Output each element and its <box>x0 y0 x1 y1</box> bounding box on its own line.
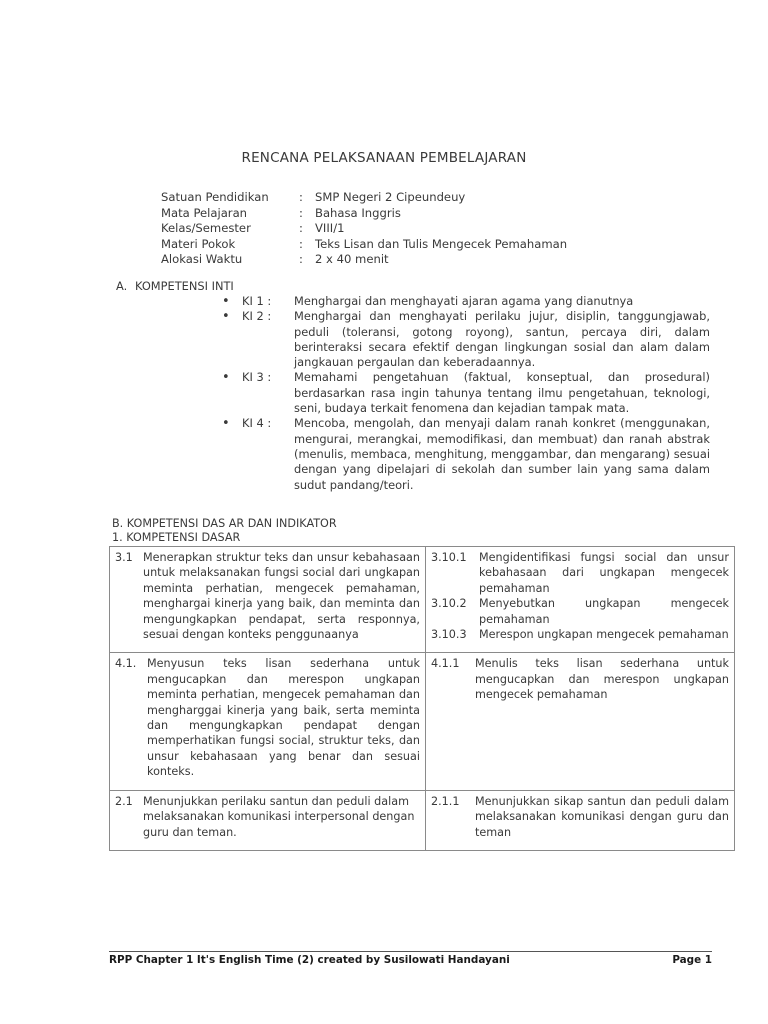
kd-number: 2.1 <box>115 794 133 808</box>
kd-text: Menulis teks lisan sederhana untuk mengucapkan dan merespon ungkapan mengecek pemahaman <box>475 657 729 702</box>
kd-number: 3.10.3 <box>431 628 467 642</box>
kd-entry <box>431 656 729 702</box>
section-a-title: KOMPETENSI INTI <box>135 279 234 293</box>
list-item <box>222 370 710 416</box>
identity-label: Kelas/Semester <box>161 221 251 236</box>
identity-row <box>161 206 567 222</box>
kd-text: Menerapkan struktur teks dan unsur kebahasaan untuk melaksanakan fungsi social dari ungkapan meminta perhatian, mengecek pemahaman, menghargai kinerja yang baik, dan meminta dan mengungkapkan pendapat, serta responnya, sesuai dengan konteks penggunaanya <box>143 551 420 642</box>
kd-number: 2.1.1 <box>431 794 460 808</box>
identity-colon: : <box>299 221 303 236</box>
page-footer <box>109 954 712 966</box>
kd-number: 3.10.1 <box>431 551 467 564</box>
identity-value: Bahasa Inggris <box>315 205 401 220</box>
kd-text: Merespon ungkapan mengecek pemahaman <box>479 628 729 642</box>
identity-label: Materi Pokok <box>161 236 236 251</box>
kd-entry <box>115 550 420 642</box>
kd-entry <box>115 656 420 779</box>
table-cell-kd <box>110 547 426 653</box>
section-b-heading: B. KOMPETENSI DAS AR DAN INDIKATOR <box>112 517 337 530</box>
ki-text: Menghargai dan menghayati perilaku jujur, disiplin, tanggungjawab, peduli (toleransi, gotong royong), santun, percaya diri, dalam berinteraksi secara efektif dengan lingkungan sosial dan alam dalam jangkauan pergaulan dan keberadaannya. <box>294 309 710 370</box>
bullet-icon: • <box>222 309 230 325</box>
kd-text: Mengidentifikasi fungsi social dan unsur kebahasaan dari ungkapan mengecek pemahaman <box>479 551 729 595</box>
identity-value: SMP Negeri 2 Cipeundeuy <box>315 190 466 204</box>
kd-text: Menyusun teks lisan sederhana untuk mengucapkan dan merespon ungkapan meminta perhatian, mengecek pemahaman dan mengharggai kinerja yang baik, serta meminta dan mengungkapkan pendapat dengan memperhatikan fungsi social, struktur teks, dan unsur kebahasaan yang benar dan sesuai konteks. <box>147 657 420 779</box>
ki-code: KI 4 : <box>242 416 272 431</box>
table-cell-kd <box>110 790 426 850</box>
kd-text: Menunjukkan sikap santun dan peduli dalam melaksanakan komunikasi dengan guru dan teman <box>475 794 729 839</box>
bullet-icon: • <box>222 294 230 309</box>
table-row <box>110 790 735 850</box>
kd-entry <box>431 794 729 840</box>
footer-divider <box>109 951 712 952</box>
table-row <box>110 547 735 653</box>
page-title: RENCANA PELAKSANAAN PEMBELAJARAN <box>241 150 527 166</box>
list-item <box>222 309 710 370</box>
identity-value: 2 x 40 menit <box>315 252 389 267</box>
identity-value: Teks Lisan dan Tulis Mengecek Pemahaman <box>315 236 568 251</box>
ki-text: Mencoba, mengolah, dan menyaji dalam ranah konkret (menggunakan, mengurai, merangkai, memodifikasi, dan membuat) dan ranah abstrak (menulis, membaca, menghitung, menggambar, dan mengarang) sesuai dengan yang dipelajari di sekolah dan sumber lain yang sama dalam sudut pandang/teori. <box>294 416 710 492</box>
identity-colon: : <box>299 252 303 267</box>
footer-left-text: RPP Chapter 1 It's English Time (2) created by Susilowati Handayani <box>109 954 510 966</box>
kd-number: 4.1.1 <box>431 657 460 671</box>
list-item <box>222 294 710 309</box>
identity-label: Satuan Pendidikan <box>161 190 269 204</box>
table-cell-indikator <box>426 653 735 790</box>
list-item <box>222 416 710 492</box>
kd-entry <box>431 550 729 596</box>
section-a-letter: A. <box>116 279 128 293</box>
kd-text: Menyebutkan ungkapan mengecek pemahaman <box>479 597 729 626</box>
identity-row <box>161 221 567 237</box>
bullet-icon: • <box>222 416 230 432</box>
ki-text: Menghargai dan menghayati ajaran agama yang dianutnya <box>294 294 634 308</box>
identity-label: Mata Pelajaran <box>161 205 248 220</box>
identity-colon: : <box>299 205 303 220</box>
table-cell-indikator <box>426 790 735 850</box>
kd-number: 3.1 <box>115 551 133 564</box>
ki-code: KI 1 : <box>242 294 272 308</box>
kd-number: 3.10.2 <box>431 597 467 611</box>
kd-entry <box>115 794 420 840</box>
bullet-icon: • <box>222 370 230 386</box>
identity-row <box>161 190 567 206</box>
identity-row <box>161 237 567 253</box>
identity-value: VIII/1 <box>315 221 345 236</box>
section-b-subheading: 1. KOMPETENSI DASAR <box>112 531 241 544</box>
kd-text: Menunjukkan perilaku santun dan peduli dalam melaksanakan komunikasi interpersonal dengan guru dan teman. <box>143 794 415 839</box>
ki-text: Memahami pengetahuan (faktual, konseptual, dan prosedural) berdasarkan rasa ingin tahunya tentang ilmu pengetahuan, teknologi, seni, budaya terkait fenomena dan kejadian tampak mata. <box>294 370 710 416</box>
identity-colon: : <box>299 236 303 251</box>
kompetensi-dasar-table <box>109 546 735 851</box>
identity-block <box>161 190 567 268</box>
ki-code: KI 2 : <box>242 309 272 324</box>
footer-page-number: Page 1 <box>672 954 712 966</box>
kd-entry <box>431 596 729 627</box>
kd-number: 4.1. <box>115 657 137 671</box>
table-cell-indikator <box>426 547 735 653</box>
ki-code: KI 3 : <box>242 370 272 385</box>
identity-label: Alokasi Waktu <box>161 252 243 267</box>
kompetensi-inti-list <box>222 294 710 493</box>
table-cell-kd <box>110 653 426 790</box>
section-a-heading <box>116 279 234 293</box>
identity-colon: : <box>299 190 303 204</box>
table-row <box>110 653 735 790</box>
identity-row <box>161 252 567 268</box>
kd-entry <box>431 627 729 642</box>
